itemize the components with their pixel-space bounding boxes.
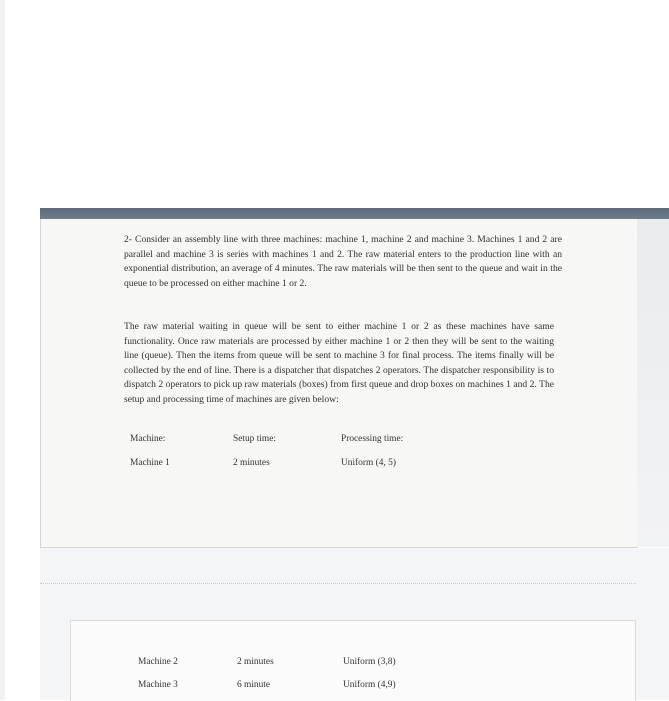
page-left-edge	[0, 0, 5, 700]
panel-side-shade	[637, 219, 669, 547]
table-cell-setup-1: 2 minutes	[233, 458, 270, 468]
table-cell-processing-3: Uniform (4,9)	[343, 680, 396, 690]
screenshot-top-band	[40, 208, 669, 219]
table-cell-machine-2: Machine 2	[138, 657, 178, 667]
table-cell-processing-1: Uniform (4, 5)	[341, 458, 396, 468]
question-paragraph-2: The raw material waiting in queue will be sent to either machine 1 or 2 as these machines have same functionality. Once raw materials are processed by either machine 1 or 2 then they will be sent to the waiting line (queue). Then the items from queue will be sent to machine 3 for final process. The items finally will be collected by the end of line. There is a dispatcher that dispatches 2 operators. The dispatcher responsibility is to dispatch 2 operators to pick up raw materials (boxes) from first queue and drop boxes on machines 1 and 2. The setup and processing time of machines are given below:	[124, 321, 554, 405]
page-break-dotted-line	[40, 583, 636, 584]
table-cell-machine-1: Machine 1	[130, 458, 170, 468]
table-cell-processing-2: Uniform (3,8)	[343, 657, 396, 667]
table-header-setup-time: Setup time:	[233, 434, 276, 444]
table-cell-setup-3: 6 minute	[237, 680, 271, 690]
table-header-processing-time: Processing time:	[341, 434, 404, 444]
question-paragraph-1: 2- Consider an assembly line with three machines: machine 1, machine 2 and machine 3. Machines 1 and 2 are parallel and machine 3 is series with machines 1 and 2. The raw material enters to the production line with an exponential distribution, an average of 4 minutes. The raw materials will be then sent to the queue and wait in the queue to be processed on either machine 1 or 2.	[124, 234, 562, 289]
table-cell-setup-2: 2 minutes	[237, 657, 274, 667]
table-cell-machine-3: Machine 3	[138, 680, 178, 690]
table-header-machine: Machine:	[130, 434, 166, 444]
